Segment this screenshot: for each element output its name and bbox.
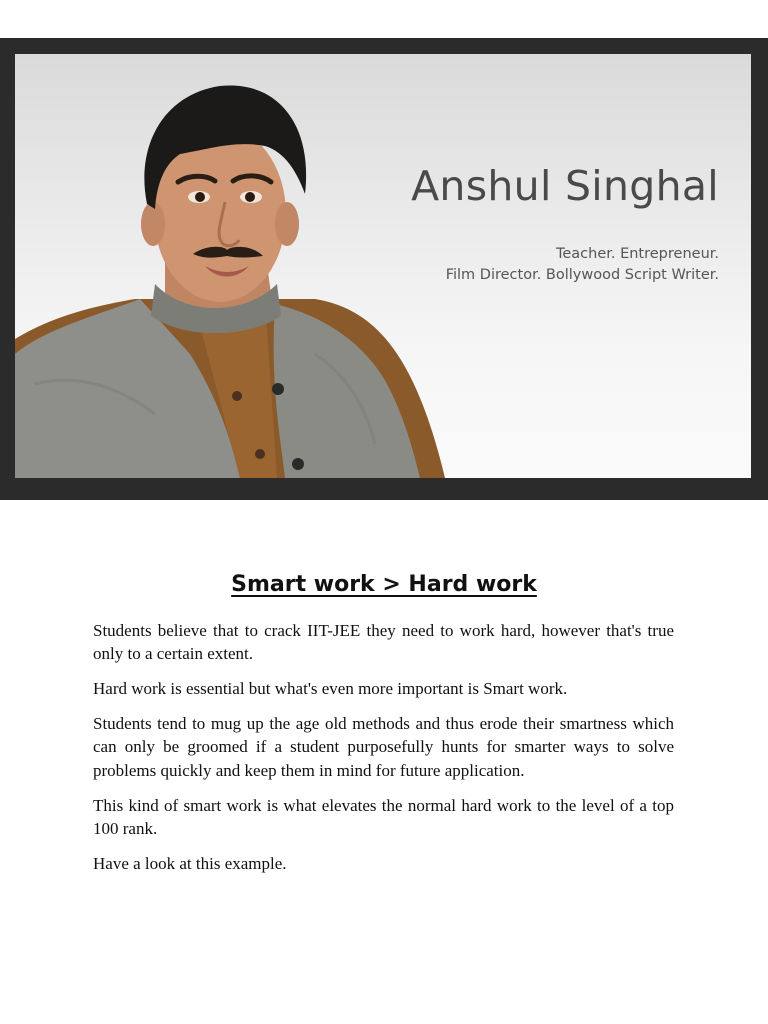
paragraph: Hard work is essential but what's even more important is Smart work.	[93, 679, 568, 699]
article-body	[93, 619, 674, 887]
article-title-text: Smart work > Hard work	[231, 572, 537, 597]
portrait-illustration	[15, 54, 751, 478]
paragraph: Have a look at this example.	[93, 853, 287, 873]
paragraph: Students believe that to crack IIT-JEE they need to work hard, however that's true only to a certain extent.	[93, 621, 674, 664]
banner-frame	[0, 38, 768, 500]
article-title	[0, 572, 768, 597]
paragraph: This kind of smart work is what elevates the normal hard work to the level of a top 100 rank.	[93, 795, 674, 838]
paragraph: Students tend to mug up the age old methods and thus erode their smartness which can only be groomed if a student purposefully hunts for smarter ways to solve problems quickly and keep them in mind for future application.	[93, 714, 674, 780]
banner-name: Anshul Singhal	[411, 162, 719, 210]
banner-tagline-1: Teacher. Entrepreneur.	[555, 246, 719, 262]
banner-tagline-2: Film Director. Bollywood Script Writer.	[445, 267, 719, 283]
banner-image	[15, 54, 751, 478]
